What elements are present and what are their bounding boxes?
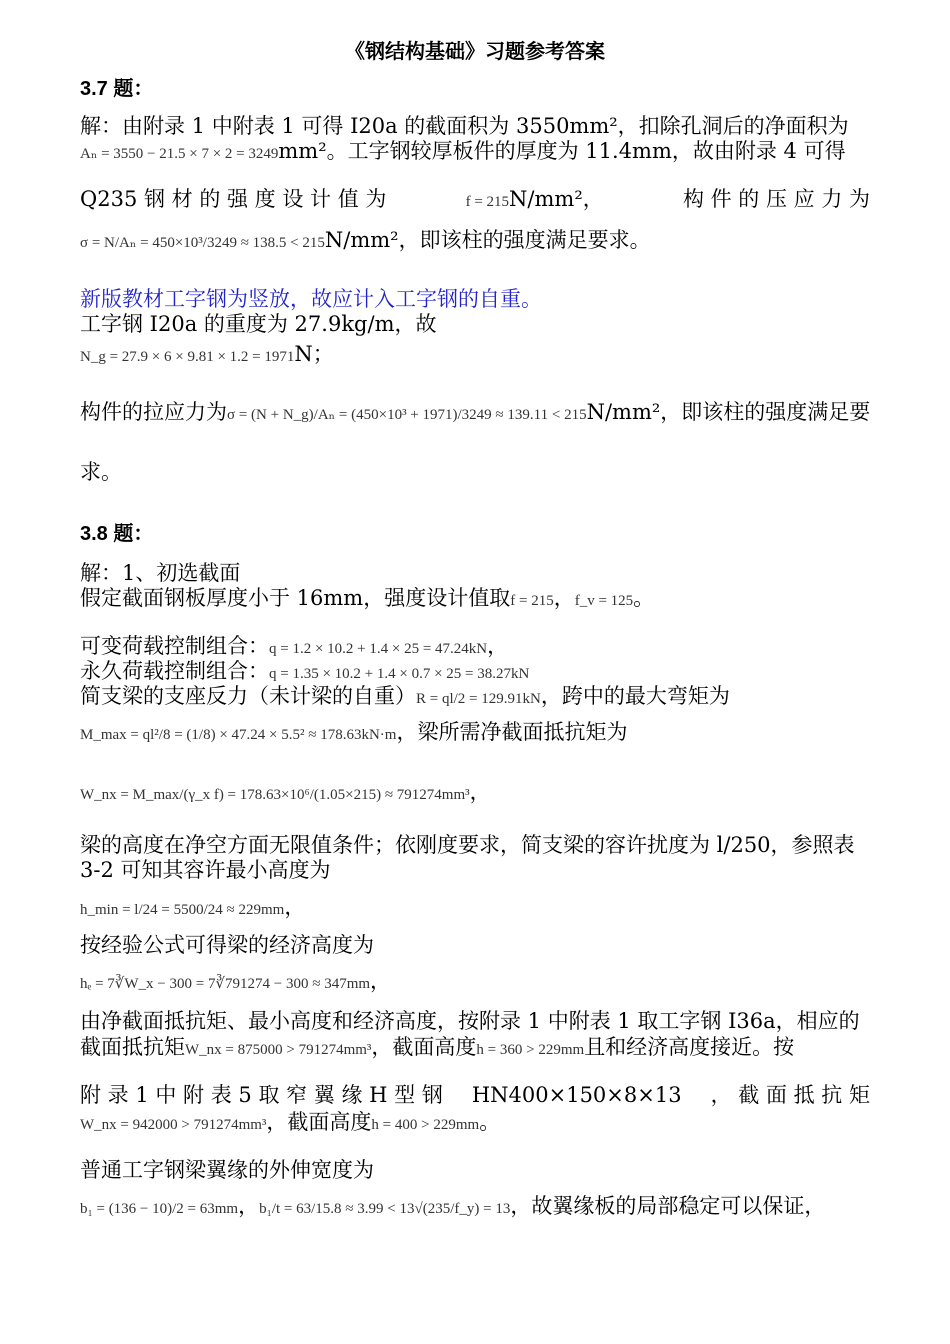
formula-net-area: Aₙ = 3550 − 21.5 × 7 × 2 = 3249 — [80, 146, 279, 162]
paragraph-line: 由净截面抵抗矩、最小高度和经济高度，按附录 1 中附表 1 取工字钢 I36a，相应的 — [80, 1009, 860, 1033]
paragraph-text: 可变荷载控制组合： — [80, 634, 269, 658]
paragraph-line — [80, 1033, 794, 1064]
formula-economic-height: hₑ = 7∛W_x − 300 = 7∛791274 − 300 ≈ 347mm — [80, 976, 371, 992]
paragraph-text: ，梁所需净截面抵抗矩为 — [396, 720, 628, 744]
paragraph-line: 普通工字钢梁翼缘的外伸宽度为 — [80, 1158, 374, 1182]
paragraph-text: 且和经济高度接近。按 — [584, 1035, 795, 1059]
formula-f: f = 215 — [510, 593, 554, 609]
paragraph-line — [80, 718, 627, 749]
paragraph-text: HN400×150×8×13 — [471, 1083, 682, 1107]
formula-wnx-hn400: W_nx = 942000 > 791274mm³ — [80, 1117, 267, 1133]
paragraph-text: 构件的拉应力为 — [80, 400, 227, 424]
page-title: 《钢结构基础》习题参考答案 — [345, 39, 605, 63]
paragraph-text: 假定截面钢板厚度小于 16mm，强度设计值取 — [80, 586, 511, 610]
paragraph-text: 永久荷载控制组合： — [80, 659, 269, 683]
paragraph-text: N/mm²， — [509, 187, 604, 211]
punctuation: 。 — [479, 1110, 501, 1134]
formula-section-modulus: W_nx = M_max/(γ_x f) = 178.63×10⁶/(1.05×215) ≈ 791274mm³ — [80, 787, 470, 803]
paragraph-line — [80, 1108, 500, 1139]
formula-min-height: h_min = l/24 = 5500/24 ≈ 229mm — [80, 902, 285, 918]
paragraph-line: 解：由附录 1 中附表 1 可得 I20a 的截面积为 3550mm²，扣除孔洞后的净面积为 — [80, 114, 849, 138]
paragraph-text: ，故翼缘板的局部稳定可以保证， — [510, 1194, 826, 1218]
section-heading-3-7: 3.7 题： — [80, 78, 154, 100]
formula-h-i36a: h = 360 > 229mm — [476, 1042, 585, 1058]
paragraph-text: N； — [294, 342, 334, 366]
punctuation: ， — [553, 586, 575, 610]
paragraph-text: 构 件 的 压 应 力 为 — [682, 187, 870, 211]
paragraph-text: 截面抵抗矩 — [80, 1035, 185, 1059]
section-heading-3-8: 3.8 题： — [80, 523, 154, 545]
formula-compressive-stress: σ = N/Aₙ = 450×10³/3249 ≈ 138.5 < 215 — [80, 235, 325, 251]
paragraph-line — [80, 1081, 870, 1109]
punctuation: ， — [487, 634, 509, 658]
paragraph-line — [80, 137, 846, 168]
paragraph-line — [80, 778, 491, 809]
paragraph-text: Q235 钢 材 的 强 度 设 计 值 为 — [80, 187, 387, 211]
paragraph-line — [80, 584, 654, 615]
formula-reaction: R = ql/2 = 129.91kN — [416, 691, 541, 707]
punctuation: ， — [238, 1194, 260, 1218]
note-line: 新版教材工字钢为竖放，故应计入工字钢的自重。 — [80, 287, 542, 311]
paragraph-line — [80, 1192, 825, 1223]
paragraph-line: 求。 — [80, 460, 122, 484]
paragraph-line — [80, 893, 305, 924]
punctuation: ， — [469, 780, 491, 804]
paragraph-text: N/mm²，即该柱的强度满足要求。 — [324, 228, 651, 252]
paragraph-line: 按经验公式可得梁的经济高度为 — [80, 933, 374, 957]
paragraph-text: 简支梁的支座反力（未计梁的自重） — [80, 684, 416, 708]
paragraph-text: mm²。工字钢较厚板件的厚度为 11.4mm，故由附录 4 可得 — [278, 139, 846, 163]
paragraph-line: 梁的高度在净空方面无限值条件；依刚度要求，简支梁的容许扰度为 l/250，参照表 — [80, 833, 855, 857]
punctuation: ， — [284, 895, 306, 919]
paragraph-line — [80, 398, 870, 429]
paragraph-line — [80, 185, 870, 216]
paragraph-line — [80, 967, 391, 998]
punctuation: ， — [370, 969, 392, 993]
formula-permanent-load: q = 1.35 × 10.2 + 1.4 × 0.7 × 25 = 38.27kN — [269, 666, 530, 682]
paragraph-line: 工字钢 I20a 的重度为 27.9kg/m，故 — [80, 312, 437, 336]
formula-variable-load: q = 1.2 × 10.2 + 1.4 × 25 = 47.24kN — [269, 641, 488, 657]
formula-h-hn400: h = 400 > 229mm — [371, 1117, 480, 1133]
formula-tensile-stress: σ = (N + N_g)/Aₙ = (450×10³ + 1971)/3249 ≈ 139.11 < 215 — [227, 407, 587, 423]
paragraph-line — [80, 226, 651, 257]
paragraph-text: ，截面高度 — [371, 1035, 477, 1059]
paragraph-text: ， 截 面 抵 抗 矩 — [710, 1083, 870, 1107]
punctuation: 。 — [633, 586, 655, 610]
paragraph-line — [80, 340, 334, 371]
formula-fv: f_v = 125 — [574, 593, 634, 609]
formula-design-strength: f = 215 — [465, 194, 510, 210]
formula-self-weight: N_g = 27.9 × 6 × 9.81 × 1.2 = 1971 — [80, 349, 295, 365]
paragraph-text: N/mm²，即该柱的强度满足要 — [586, 400, 871, 424]
paragraph-text: ，跨中的最大弯矩为 — [540, 684, 730, 708]
paragraph-text: 附 录 1 中 附 表 5 取 窄 翼 缘 H 型 钢 — [80, 1083, 443, 1107]
formula-width-thickness-ratio: b₁/t = 63/15.8 ≈ 3.99 < 13√(235/f_y) = 13 — [259, 1201, 511, 1217]
formula-flange-width: b₁ = (136 − 10)/2 = 63mm — [80, 1201, 239, 1217]
formula-max-moment: M_max = ql²/8 = (1/8) × 47.24 × 5.5² ≈ 178.63kN·m — [80, 727, 397, 743]
paragraph-line — [80, 682, 730, 713]
paragraph-line: 3-2 可知其容许最小高度为 — [80, 858, 331, 882]
paragraph-line: 解：1、初选截面 — [80, 561, 241, 585]
formula-wnx-i36a: W_nx = 875000 > 791274mm³ — [185, 1042, 372, 1058]
paragraph-text: ，截面高度 — [266, 1110, 372, 1134]
